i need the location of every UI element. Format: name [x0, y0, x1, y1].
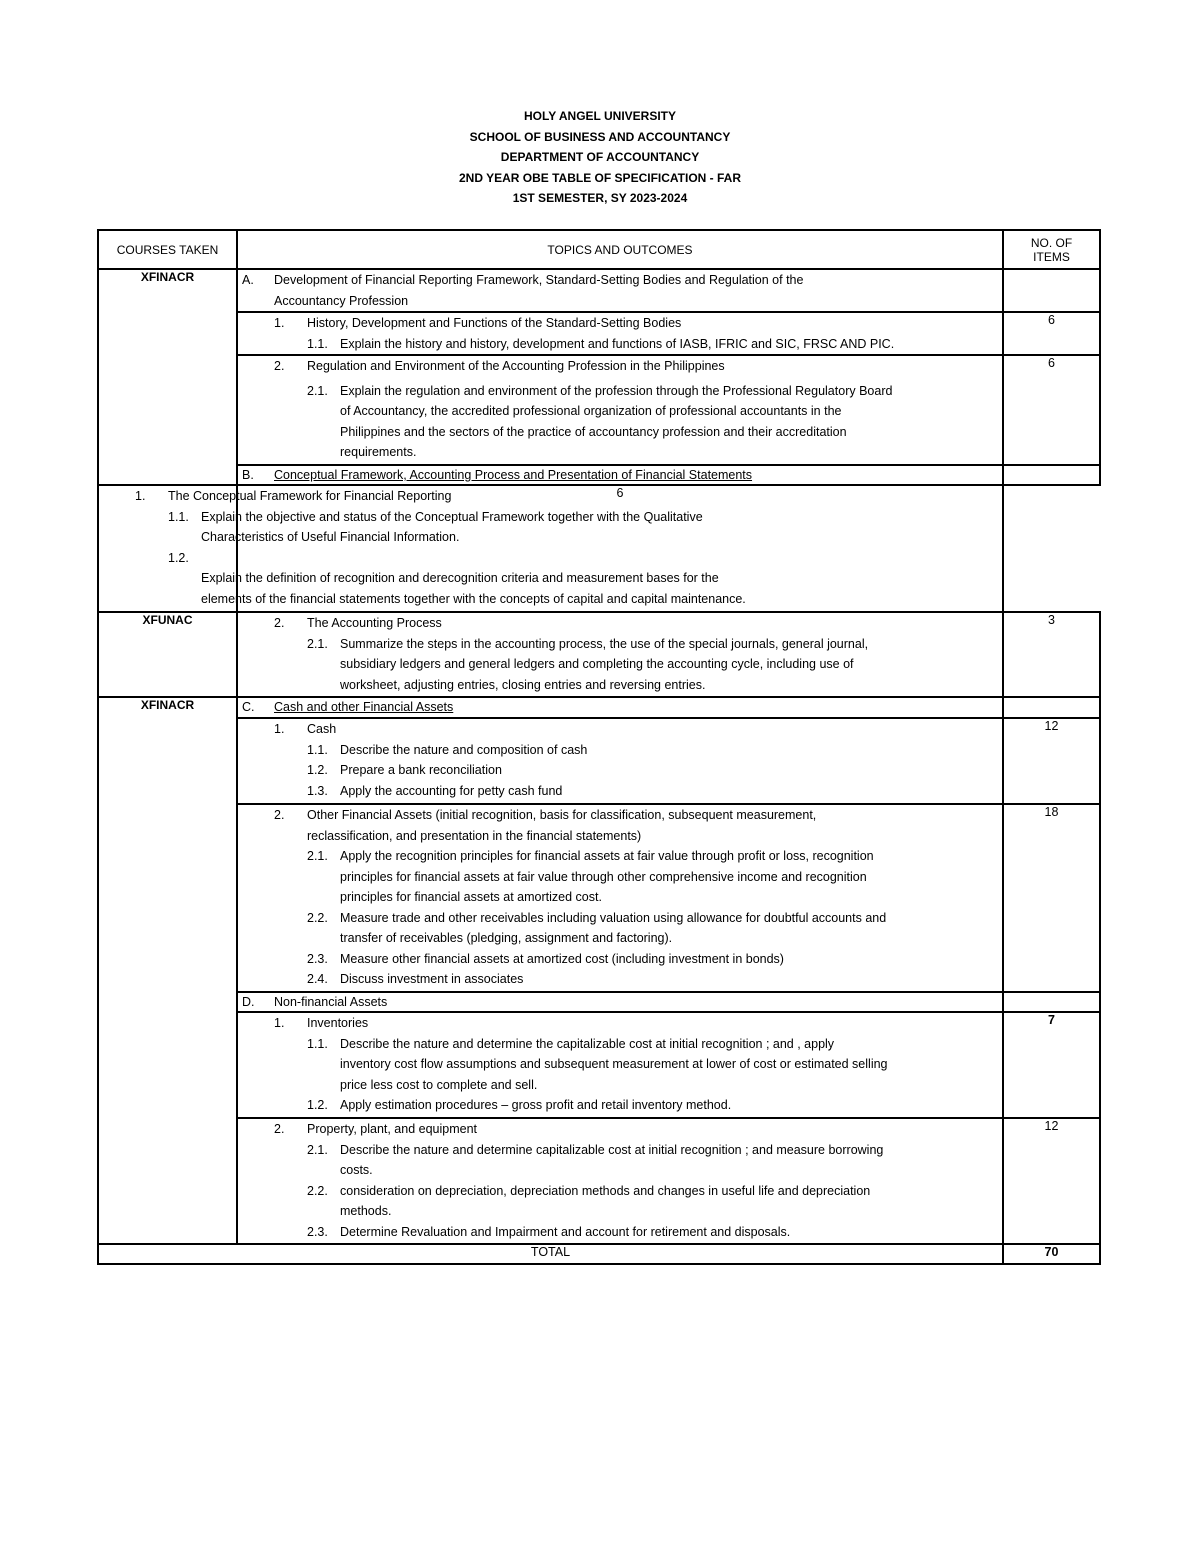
items-cell-blank [1003, 465, 1100, 485]
course-cell-xfinacr-2: XFINACR [98, 697, 237, 1244]
course-cell-xfunac: XFUNAC [98, 612, 237, 697]
topic-row-a1 [98, 312, 1100, 355]
topic-cell-b1: 1. The Conceptual Framework for Financial Reporting 1.1. Explain the objective and status of the Conceptual Framework together with the Qualitative Characteristics of Useful Financial Information. 1.2. Explain the definition of recognition and derecognition criteria and measurement bases for the elements of the financial statements together with the concepts of capital and capital maintenance. [98, 485, 237, 612]
section-title-c: C. Cash and other Financial Assets [237, 697, 1003, 718]
topic-cell-a1: 1. History, Development and Functions of the Standard-Setting Bodies 1.1. Explain the history and history, development and functions of IASB, IFRIC and SIC, FRSC AND PIC. [237, 312, 1003, 355]
items-cell-c2: 18 [1003, 804, 1100, 992]
topic-cell-c2: 2. Other Financial Assets (initial recognition, basis for classification, subsequent measurement, reclassification, and presentation in the financial statements) 2.1. Apply the recognition principles for financial assets at fair value through profit or loss, recognition principles for financial assets at fair value through other comprehensive income and recognition principles for financial assets at amortized cost. 2.2. Measure trade and other receivables including valuation using allowance for doubtful accounts and transfer of receivables (pledging, assignment and factoring). 2.3. Measure other financial assets at amortized cost (including investment in bonds) 2.4. Discuss investment in associates [237, 804, 1003, 992]
topic-cell-d2: 2. Property, plant, and equipment 2.1. Describe the nature and determine capitalizable cost at initial recognition ; and measure borrowing costs. 2.2. consideration on depreciation, depreciation methods and changes in useful life and depreciation methods. 2.3. Determine Revaluation and Impairment and account for retirement and disposals. [237, 1118, 1003, 1244]
topic-row-b2 [98, 612, 1100, 697]
topic-cell-b2: 2. The Accounting Process 2.1. Summarize the steps in the accounting process, the use of the special journals, general journal, subsidiary ledgers and general ledgers and completing the accounting cycle, including use of worksheet, adjusting entries, closing entries and reversing entries. [237, 612, 1003, 697]
col-header-courses: COURSES TAKEN [98, 230, 237, 269]
document-header [0, 106, 1200, 209]
topic-row-d2 [98, 1118, 1100, 1244]
topic-row-c2 [98, 804, 1100, 992]
topic-row-a2 [98, 355, 1100, 465]
section-title-d: D. Non-financial Assets [237, 992, 1003, 1012]
department-name: DEPARTMENT OF ACCOUNTANCY [500, 150, 700, 165]
items-cell-c1: 12 [1003, 718, 1100, 804]
total-value: 70 [1003, 1244, 1100, 1264]
total-label: TOTAL [98, 1244, 1003, 1264]
items-cell-a2: 6 [1003, 355, 1100, 465]
total-row [98, 1244, 1100, 1264]
items-cell-blank [1003, 992, 1100, 1012]
topic-row-b1 [98, 485, 1100, 612]
items-cell-d2: 12 [1003, 1118, 1100, 1244]
items-cell-blank [1003, 269, 1100, 312]
topic-row-c1 [98, 718, 1100, 804]
items-cell-b2: 3 [1003, 612, 1100, 697]
section-row-b [98, 465, 1100, 485]
col-header-topics: TOPICS AND OUTCOMES [237, 230, 1003, 269]
document-title: 2ND YEAR OBE TABLE OF SPECIFICATION - FAR [458, 170, 742, 185]
section-title-b: B. Conceptual Framework, Accounting Process and Presentation of Financial Statements [237, 465, 1003, 485]
university-name: HOLY ANGEL UNIVERSITY [523, 109, 677, 123]
items-cell-b1: 6 [237, 485, 1003, 612]
section-row-d [98, 992, 1100, 1012]
semester-label: 1ST SEMESTER, SY 2023-2024 [512, 191, 688, 206]
table-header-row [98, 230, 1100, 269]
school-name: SCHOOL OF BUSINESS AND ACCOUNTANCY [469, 129, 731, 144]
topic-row-d1 [98, 1012, 1100, 1118]
items-cell-a1: 6 [1003, 312, 1100, 355]
section-row-c [98, 697, 1100, 718]
table-of-specification [97, 229, 1101, 1265]
items-cell-blank [1003, 697, 1100, 718]
items-cell-d1: 7 [1003, 1012, 1100, 1118]
topic-cell-d1: 1. Inventories 1.1. Describe the nature and determine the capitalizable cost at initial recognition ; and , apply inventory cost flow assumptions and subsequent measurement at lower of cost or estimated selling price less cost to complete and sell. 1.2. Apply estimation procedures – gross profit and retail inventory method. [237, 1012, 1003, 1118]
topic-cell-a2: 2. Regulation and Environment of the Accounting Profession in the Philippines 2.1. Explain the regulation and environment of the profession through the Professional Regulatory Board of Accountancy, the accredited professional organization of professional accountants in the Philippines and the sectors of the practice of accountancy profession and their accreditation requirements. [237, 355, 1003, 465]
col-header-items: NO. OF ITEMS [1003, 230, 1100, 269]
section-title-a: A. Development of Financial Reporting Framework, Standard-Setting Bodies and Regulation of the Accountancy Profession [237, 269, 1003, 312]
topic-cell-c1: 1. Cash 1.1. Describe the nature and composition of cash 1.2. Prepare a bank reconciliation 1.3. Apply the accounting for petty cash fund [237, 718, 1003, 804]
course-cell-xfinacr-1: XFINACR [98, 269, 237, 485]
section-row-a [98, 269, 1100, 312]
